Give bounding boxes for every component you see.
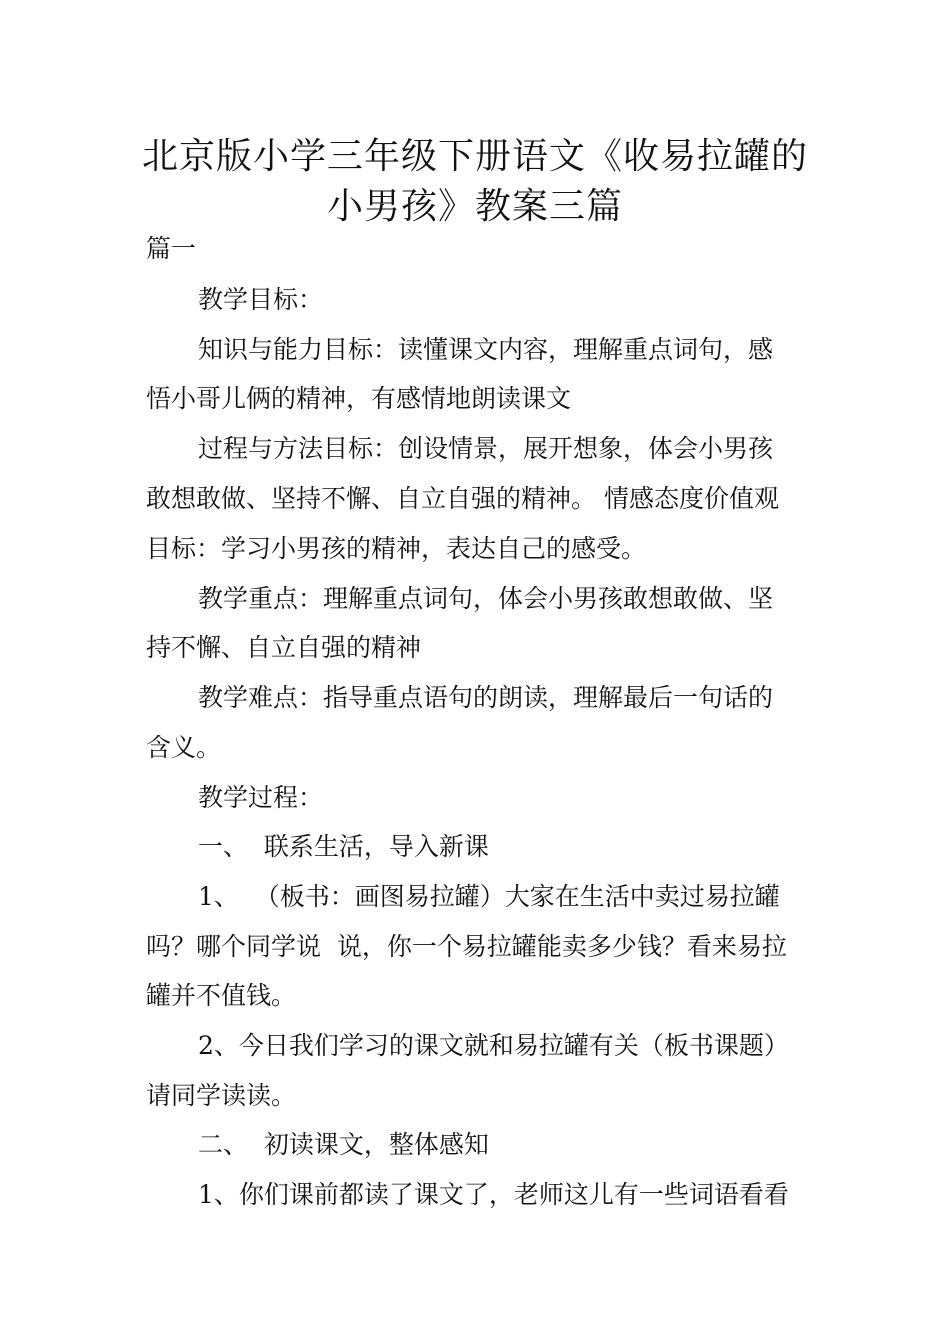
- paragraph-line: 请同学读读。: [146, 1081, 297, 1110]
- paragraph-line: 知识与能力目标：读懂课文内容，理解重点词句，感: [198, 335, 774, 364]
- document-title-line-1: 北京版小学三年级下册语文《收易拉罐的: [141, 136, 808, 177]
- paragraph-line: 教学过程：: [198, 783, 324, 812]
- document-title-line-2: 小男孩》教案三篇: [326, 186, 623, 227]
- paragraph-line: 含义。: [146, 733, 222, 762]
- paragraph-line: 悟小哥儿俩的精神，有感情地朗读课文: [146, 384, 572, 413]
- paragraph-line: 教学目标：: [198, 285, 324, 314]
- paragraph-line: 1、 （板书：画图易拉罐）大家在生活中卖过易拉罐: [198, 882, 780, 911]
- paragraph-line: 1、你们课前都读了课文了，老师这儿有一些词语看看: [198, 1180, 789, 1209]
- paragraph-line: 吗？哪个同学说 说，你一个易拉罐能卖多少钱？看来易拉: [146, 932, 787, 961]
- paragraph-line: 二、 初读课文，整体感知: [198, 1130, 489, 1159]
- paragraph-line: 一、 联系生活，导入新课: [198, 832, 489, 861]
- paragraph-line: 目标：学习小男孩的精神，表达自己的感受。: [146, 534, 647, 563]
- paragraph-line: 过程与方法目标：创设情景，展开想象，体会小男孩: [198, 434, 774, 463]
- section-heading: 篇一: [146, 234, 197, 263]
- paragraph-line: 2、今日我们学习的课文就和易拉罐有关（板书课题）: [198, 1031, 789, 1060]
- paragraph-line: 敢想敢做、坚持不懈、自立自强的精神。 情感态度价值观: [146, 484, 779, 513]
- paragraph-line: 教学难点：指导重点语句的朗读，理解最后一句话的: [198, 683, 774, 712]
- paragraph-line: 教学重点：理解重点词句，体会小男孩敢想敢做、坚: [198, 584, 774, 613]
- paragraph-line: 罐并不值钱。: [146, 981, 297, 1010]
- paragraph-line: 持不懈、自立自强的精神: [146, 633, 422, 662]
